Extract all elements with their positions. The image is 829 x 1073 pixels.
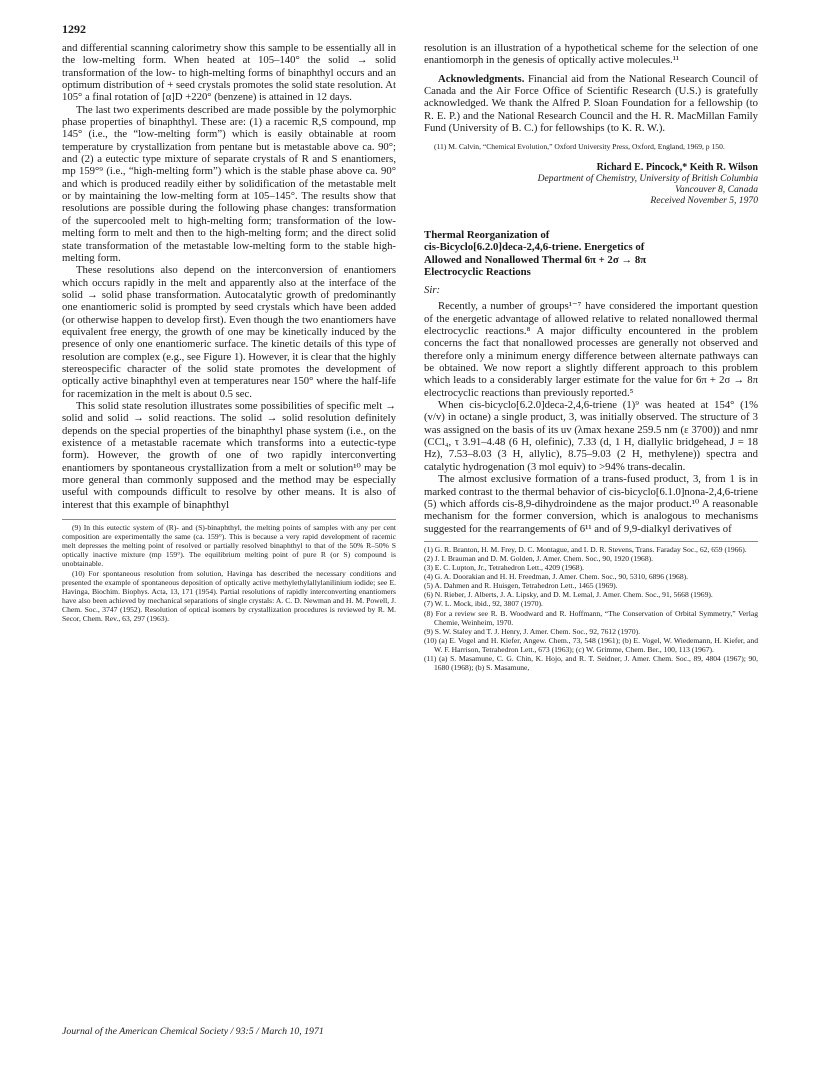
title-line: cis-Bicyclo[6.2.0]deca-2,4,6-triene. Energetics of <box>424 241 645 254</box>
acknowledgments-heading: Acknowledgments. <box>438 72 525 85</box>
reference: (4) G. A. Doorakian and H. H. Freedman, J. Amer. Chem. Soc., 90, 5310, 6896 (1968). <box>424 572 689 582</box>
right-intro-paragraph: resolution is an illustration of a hypothetical scheme for the selection of one enantiomorph in the genesis of optically active molecules.¹¹ <box>424 42 758 67</box>
left-paragraph: and differential scanning calorimetry show this sample to be essentially all in the low-melting form. When heated at 105–140° the solid → solid transformation of the low- to high-melting forms of binaphthyl occurs and an optimum distribution of + seed crystals promotes the solid state resolution. At 105° a final rotation of [α]D +220° (benzene) is attained in 12 days. <box>62 42 396 104</box>
reference: (7) W. L. Mock, ibid., 92, 3807 (1970). <box>424 599 543 609</box>
title-line: Allowed and Nonallowed Thermal 6π + 2σ → 8π <box>424 253 647 266</box>
journal-footer: Journal of the American Chemical Society / 93:5 / March 10, 1971 <box>62 1026 324 1037</box>
reference: (11) (a) S. Masamune, C. G. Chin, K. Hojo, and R. T. Seidner, J. Amer. Chem. Soc., 89, 4804 (1967); 90, 1680 (1968); (b) S. Masamune, <box>424 654 758 673</box>
acknowledgments-text: Financial aid from the National Research Council of Canada and the Air Force Office of Scientific Research (U.S.) is gratefully acknowledged. We thank the Alfred P. Sloan Foundation for a fellowship (to R. E. P.) and the National Research Council and the H. R. MacMillan Family Fund (University of B. C.) for fellowships (to K. R. W.). <box>424 72 758 135</box>
footnote-9: (9) In this eutectic system of (R)- and (S)-binaphthyl, the melting points of samples with any per cent composition are experimentally the same (ca. 159°). This is because a very rapid development of racemic melt depresses the melting point of resolved or partially resolved binaphthyl to that of the 50% R–50% S optically inactive mixture (mp 159°). The equilibrium melting point of pure R (or S) compound is unobtainable. <box>62 523 396 569</box>
footnote-11: (11) M. Calvin, “Chemical Evolution,” Oxford University Press, Oxford, England, 1969, p 150. <box>434 142 725 152</box>
affiliation-line: Vancouver 8, Canada <box>675 183 758 195</box>
page-number: 1292 <box>62 22 86 36</box>
right-paragraph: When cis-bicyclo[6.2.0]deca-2,4,6-triene (1)⁹ was heated at 154° (1% (v/v) in octane) a single product, 3, was initially observed. The structure of 3 was assigned on the basis of its uv (λmax hexane 259.5 nm (ε 3700)) and nmr (CCl₄, τ 3.91–4.48 (6 H, olefinic), 7.33 (d, 1 H, diallylic bridgehead, J = 18 Hz), 7.53–8.03 (3 H, allylic), 8.75–9.03 (2 H, methylene)) spectra and catalytic hydrogenation (3 mol equiv) to >94% trans-decalin. <box>424 399 758 473</box>
title-line: Thermal Reorganization of <box>424 228 550 241</box>
left-paragraph: These resolutions also depend on the interconversion of enantiomers which occurs rapidly in the melt and apparently also at the interface of the solid → solid phase transformation. Autocatalytic growth of predominantly one enantiomeric solid is prompted by seed crystals which have been added (or otherwise happen to develop first). Even though the two enantiomers have equivalent free energy, the growth of one may be kinetically induced by the presence of only one enantiomeric surface. The kinetic details of this type of resolution are complex (e.g., see Figure 1). However, it is clear that the highly stereospecific character of the solid state promotes the development of optically active binaphthyl even at temperatures near 150° where the half-life for racemization in the melt is about 0.5 sec. <box>62 264 396 400</box>
reference: (5) A. Dahmen and R. Huisgen, Tetrahedron Lett., 1465 (1969). <box>424 581 618 591</box>
affiliation-line: Department of Chemistry, University of British Columbia <box>537 172 758 184</box>
reference: (3) E. C. Lupton, Jr., Tetrahedron Lett., 4209 (1968). <box>424 563 585 573</box>
reference: (2) J. I. Brauman and D. M. Golden, J. Amer. Chem. Soc., 90, 1920 (1968). <box>424 553 654 563</box>
right-column <box>424 42 758 672</box>
salutation: Sir: <box>424 284 441 297</box>
right-paragraph: Recently, a number of groups¹⁻⁷ have considered the important question of the energetic advantage of allowed relative to related nonallowed thermal electrocyclic reactions.⁸ A major difficulty encountered in the problem concerns the fact that nonallowed processes are generally not observed and therefore only a minimum energy difference between alternate pathways can be obtained. We now report a slightly different approach to this problem which leads to a considerably larger estimate for the value for 6π + 2σ → 8π electrocyclic reactions than previously reported.⁵ <box>424 300 758 399</box>
title-line: Electrocyclic Reactions <box>424 265 531 278</box>
left-paragraph: The last two experiments described are made possible by the polymorphic phase properties of binaphthyl. These are: (1) a racemic R,S compound, mp 145° (i.e., the “low-melting form”) which is easily obtainable at room temperature by crystallization from pentane but is metastable above ca. 90°; and (2) a eutectic type mixture of separate crystals of R and S enantiomers, mp 159°⁹ (i.e., “high-melting form”) which is the stable phase above ca. 90° and which is produced readily either by solidification of the metastable melt or by maintaining the low-melting form at 105–145°. The results show that resolutions are possible during the following phase changes: transformation of the supercooled melt to high-melting form; transformation of the low-melting form to melt and then to the high-melting form; and the direct solid state transformation of the metastable low-melting form to the stable high-melting form. <box>62 103 396 264</box>
left-footnotes <box>62 519 396 623</box>
left-column <box>62 42 396 623</box>
authors: Richard E. Pincock,* Keith R. Wilson <box>596 161 758 173</box>
reference: (9) S. W. Staley and T. J. Henry, J. Amer. Chem. Soc., 92, 7612 (1970). <box>424 626 641 636</box>
acknowledgments <box>424 73 758 135</box>
reference: (8) For a review see R. B. Woodward and R. Hoffmann, “The Conservation of Orbital Symmetry,” Verlag Chemie, Weinheim, 1970. <box>424 608 758 627</box>
left-paragraph: This solid state resolution illustrates some possibilities of specific melt → solid and solid → solid reactions. The solid → solid resolution definitely depends on the special properties of the binaphthyl phase system (i.e., on the existence of a metastable racemate which transforms into a eutectic-type form). However, the growth of one of two rapidly interconverting enantiomers by spontaneous crystallization from a melt or solution¹⁰ may be more general than commonly supposed and the method may be especially useful with compounds difficult to resolve by other means. It is also of interest that this example of binaphthyl <box>62 399 396 511</box>
references <box>424 541 758 672</box>
right-paragraph: The almost exclusive formation of a trans-fused product, 3, from 1 is in marked contrast to the thermal behavior of cis-bicyclo[6.1.0]nona-2,4,6-triene (5) which affords cis-8,9-dihydroindene as the major product.¹⁰ A reasonable mechanism for the former conversion, which is analogous to mechanisms suggested for the rearrangements of 6¹¹ and of 9,9-dialkyl derivatives of <box>424 473 758 535</box>
reference: (1) G. R. Branton, H. M. Frey, D. C. Montague, and I. D. R. Stevens, Trans. Faraday Soc., 62, 659 (1966). <box>424 544 747 554</box>
reference: (6) N. Rieber, J. Alberts, J. A. Lipsky, and D. M. Lemal, J. Amer. Chem. Soc., 91, 5668 (1969). <box>424 590 713 600</box>
article-title <box>424 229 758 279</box>
received-date: Received November 5, 1970 <box>650 195 758 207</box>
reference: (10) (a) E. Vogel and H. Kiefer, Angew. Chem., 73, 548 (1961); (b) E. Vogel, W. Wiedemann, H. Kiefer, and W. F. Harrison, Tetrahedron Lett., 673 (1963); (c) W. Grimme, Chem. Ber., 100, 113 (1967). <box>424 635 758 654</box>
footnote-10: (10) For spontaneous resolution from solution, Havinga has described the necessary conditions and presented the example of spontaneous deposition of optically active methylethylallylanilinium iodide; see E. Havinga, Biochim. Biophys. Acta, 13, 171 (1954). Partial resolutions of rapidly interconverting enantiomers have also been achieved by mechanical separations of single crystals: A. C. D. Newman and H. M. Powell, J. Chem. Soc., 3747 (1952). Resolution of optical isomers by crystallization procedures is reviewed by R. M. Secor, Chem. Rev., 63, 297 (1963). <box>62 568 396 623</box>
